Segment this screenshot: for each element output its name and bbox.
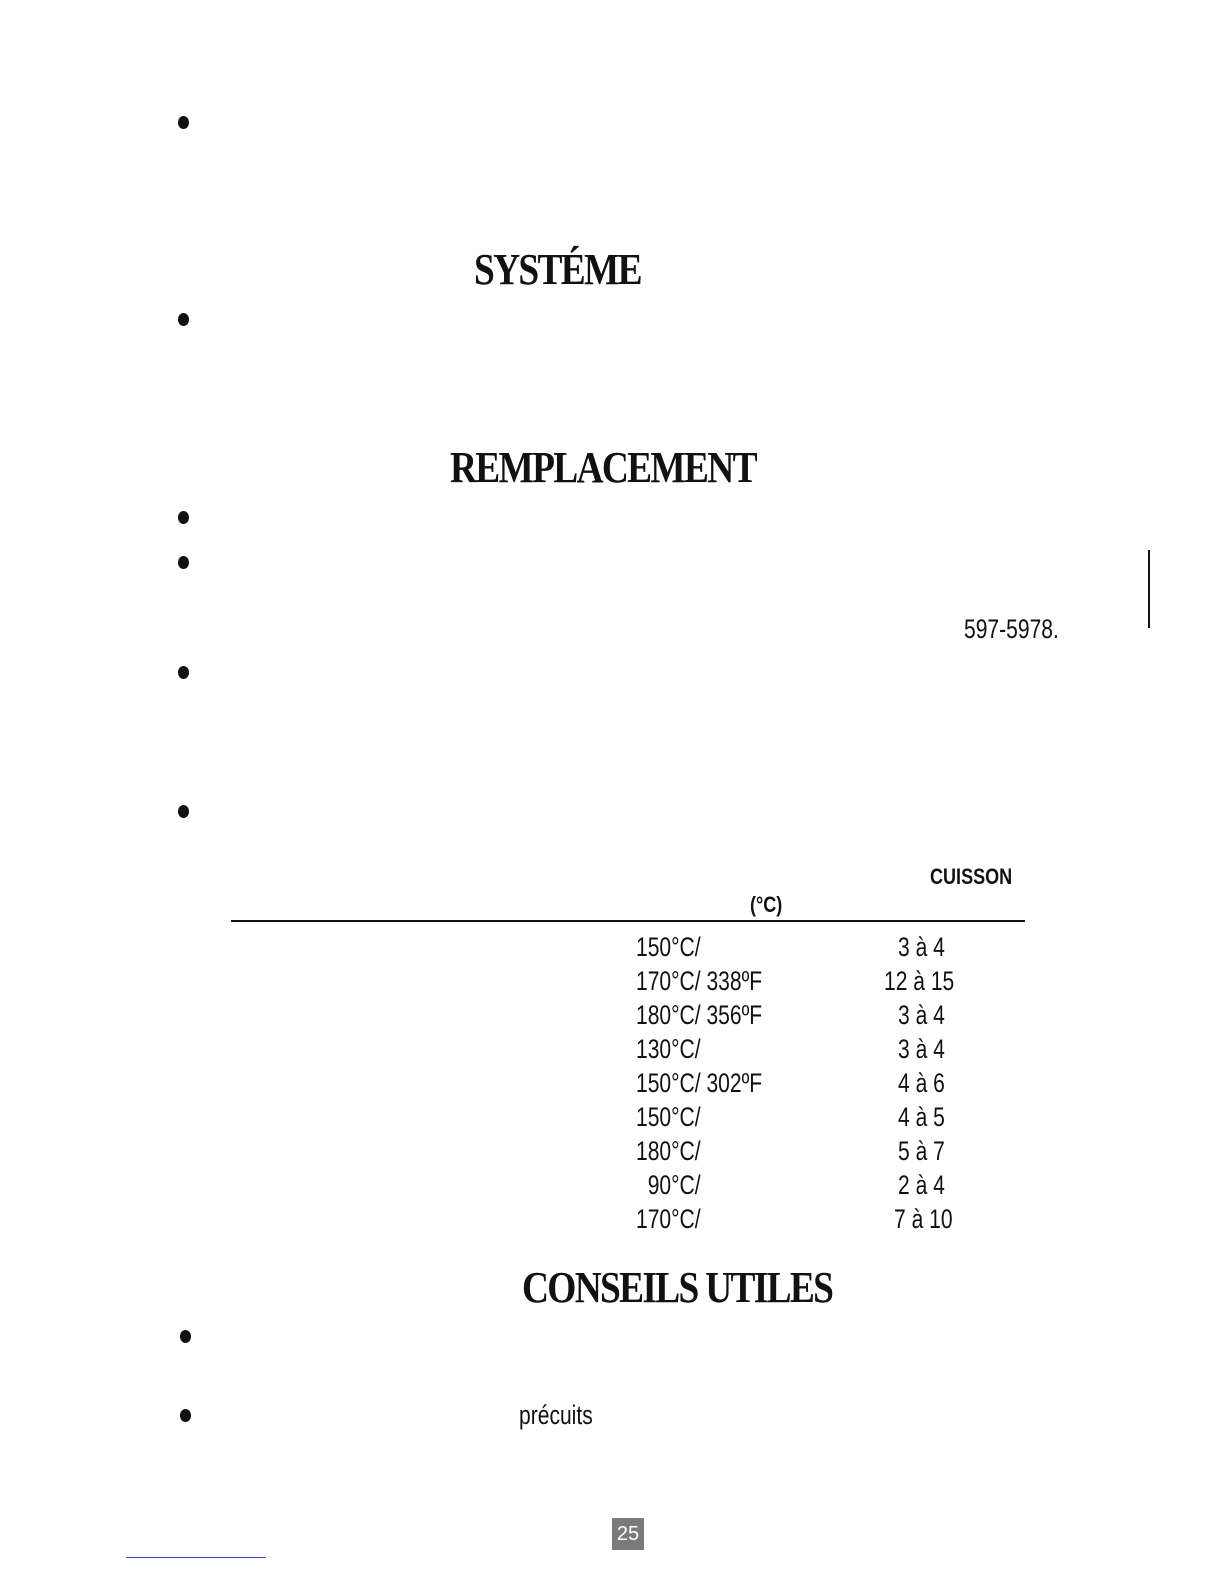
time-cell: 7 à 10 bbox=[894, 1204, 953, 1234]
bullet bbox=[178, 556, 189, 569]
temperature-cell: 150°C/ bbox=[636, 932, 701, 962]
time-cell: 2 à 4 bbox=[898, 1170, 945, 1200]
temperature-cell: 130°C/ bbox=[636, 1034, 701, 1064]
temperature-cell: 180°C/ 356ºF bbox=[636, 1000, 763, 1030]
column-header-cuisson: CUISSON bbox=[930, 864, 1013, 889]
temperature-cell: 170°C/ bbox=[636, 1204, 701, 1234]
column-header-temperature: (°C) bbox=[750, 892, 783, 917]
heading-remplacement: REMPLACEMENT bbox=[450, 443, 756, 492]
tip-fragment: précuits bbox=[519, 1400, 593, 1430]
table-header-rule bbox=[231, 920, 1025, 922]
temperature-cell: 150°C/ bbox=[636, 1102, 701, 1132]
time-cell: 3 à 4 bbox=[898, 1000, 945, 1030]
temperature-cell: 150°C/ 302ºF bbox=[636, 1068, 763, 1098]
time-cell: 4 à 6 bbox=[898, 1068, 945, 1098]
time-cell: 3 à 4 bbox=[898, 1034, 945, 1064]
bullet bbox=[178, 805, 189, 818]
temperature-cell: 170°C/ 338ºF bbox=[636, 966, 763, 996]
temperature-cell: 180°C/ bbox=[636, 1136, 701, 1166]
heading-conseils-utiles: CONSEILS UTILES bbox=[522, 1263, 833, 1312]
time-cell: 5 à 7 bbox=[898, 1136, 945, 1166]
bullet bbox=[180, 1330, 191, 1343]
change-bar bbox=[1148, 550, 1150, 628]
bullet bbox=[178, 666, 189, 679]
bullet bbox=[178, 116, 189, 129]
temperature-cell: 90°C/ bbox=[636, 1170, 701, 1200]
page-number: 25 bbox=[612, 1518, 644, 1550]
heading-systeme: SYSTÉME bbox=[474, 245, 641, 294]
time-cell: 12 à 15 bbox=[884, 966, 955, 996]
phone-number-fragment: 597-5978. bbox=[964, 614, 1059, 644]
bullet bbox=[178, 511, 189, 524]
time-cell: 4 à 5 bbox=[898, 1102, 945, 1132]
footer-link-line bbox=[126, 1557, 266, 1558]
bullet bbox=[178, 313, 189, 326]
time-cell: 3 à 4 bbox=[898, 932, 945, 962]
bullet bbox=[180, 1409, 191, 1422]
